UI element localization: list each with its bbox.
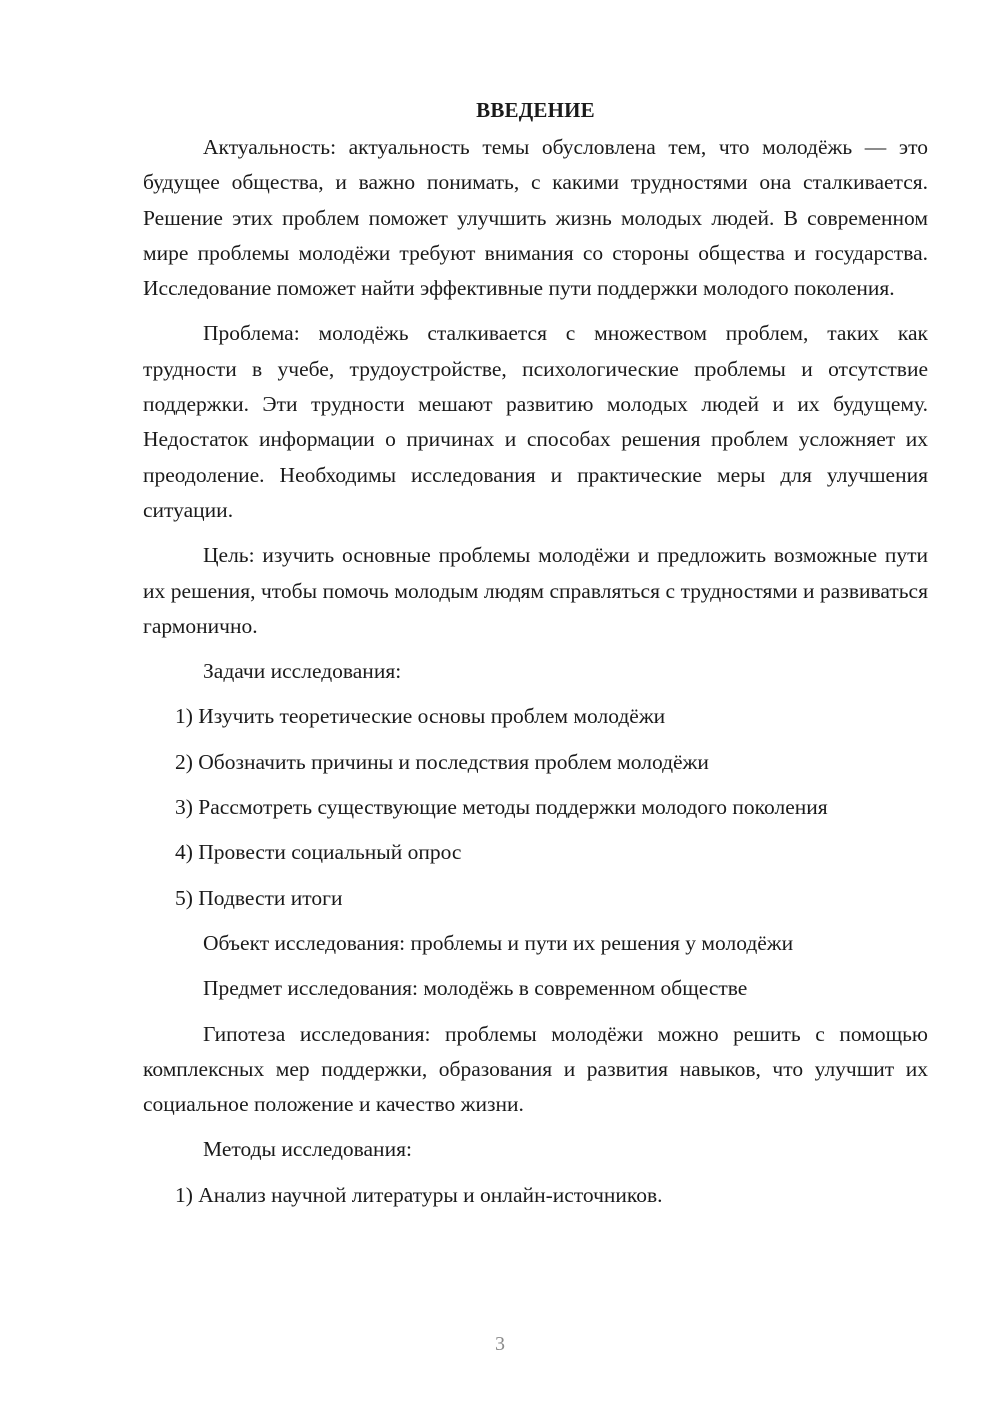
- research-object: Объект исследования: проблемы и пути их решения у молодёжи: [203, 930, 794, 955]
- document-page: [143, 96, 928, 1223]
- task-item-1: 1) Изучить теоретические основы проблем молодёжи: [175, 704, 666, 729]
- section-heading: ВВЕДЕНИЕ: [476, 98, 595, 122]
- page-number: 3: [495, 1333, 505, 1355]
- research-subject: Предмет исследования: молодёжь в современном обществе: [203, 976, 748, 1001]
- task-item-3: 3) Рассмотреть существующие методы поддержки молодого поколения: [175, 795, 828, 820]
- methods-heading: Методы исследования:: [203, 1137, 412, 1162]
- goal-paragraph: Цель: изучить основные проблемы молодёжи и предложить возможные пути их решения, чтобы помочь молодым людям справляться с трудностями и развиваться гармонично.: [143, 543, 928, 638]
- relevance-paragraph: Актуальность: актуальность темы обусловлена тем, что молодёжь — это будущее общества, и важно понимать, с какими трудностями она сталкивается. Решение этих проблем поможет улучшить жизнь молодых людей. В современном мире проблемы молодёжи требуют внимания со стороны общества и государства. Исследование поможет найти эффективные пути поддержки молодого поколения.: [143, 135, 928, 301]
- task-item-5: 5) Подвести итоги: [175, 885, 343, 910]
- task-item-2: 2) Обозначить причины и последствия проблем молодёжи: [175, 749, 709, 774]
- hypothesis-paragraph: Гипотеза исследования: проблемы молодёжи можно решить с помощью комплексных мер поддержки, образования и развития навыков, что улучшит их социальное положение и качество жизни.: [143, 1021, 928, 1117]
- method-item-1: 1) Анализ научной литературы и онлайн-источников.: [175, 1182, 663, 1207]
- problem-paragraph: Проблема: молодёжь сталкивается с множеством проблем, таких как трудности в учебе, трудоустройстве, психологические проблемы и отсутствие поддержки. Эти трудности мешают развитию молодых людей и их будущему. Недостаток информации о причинах и способах решения проблем усложняет их преодоление. Необходимы исследования и практические меры для улучшения ситуации.: [143, 321, 928, 522]
- task-item-4: 4) Провести социальный опрос: [175, 840, 462, 865]
- tasks-heading: Задачи исследования:: [203, 659, 402, 684]
